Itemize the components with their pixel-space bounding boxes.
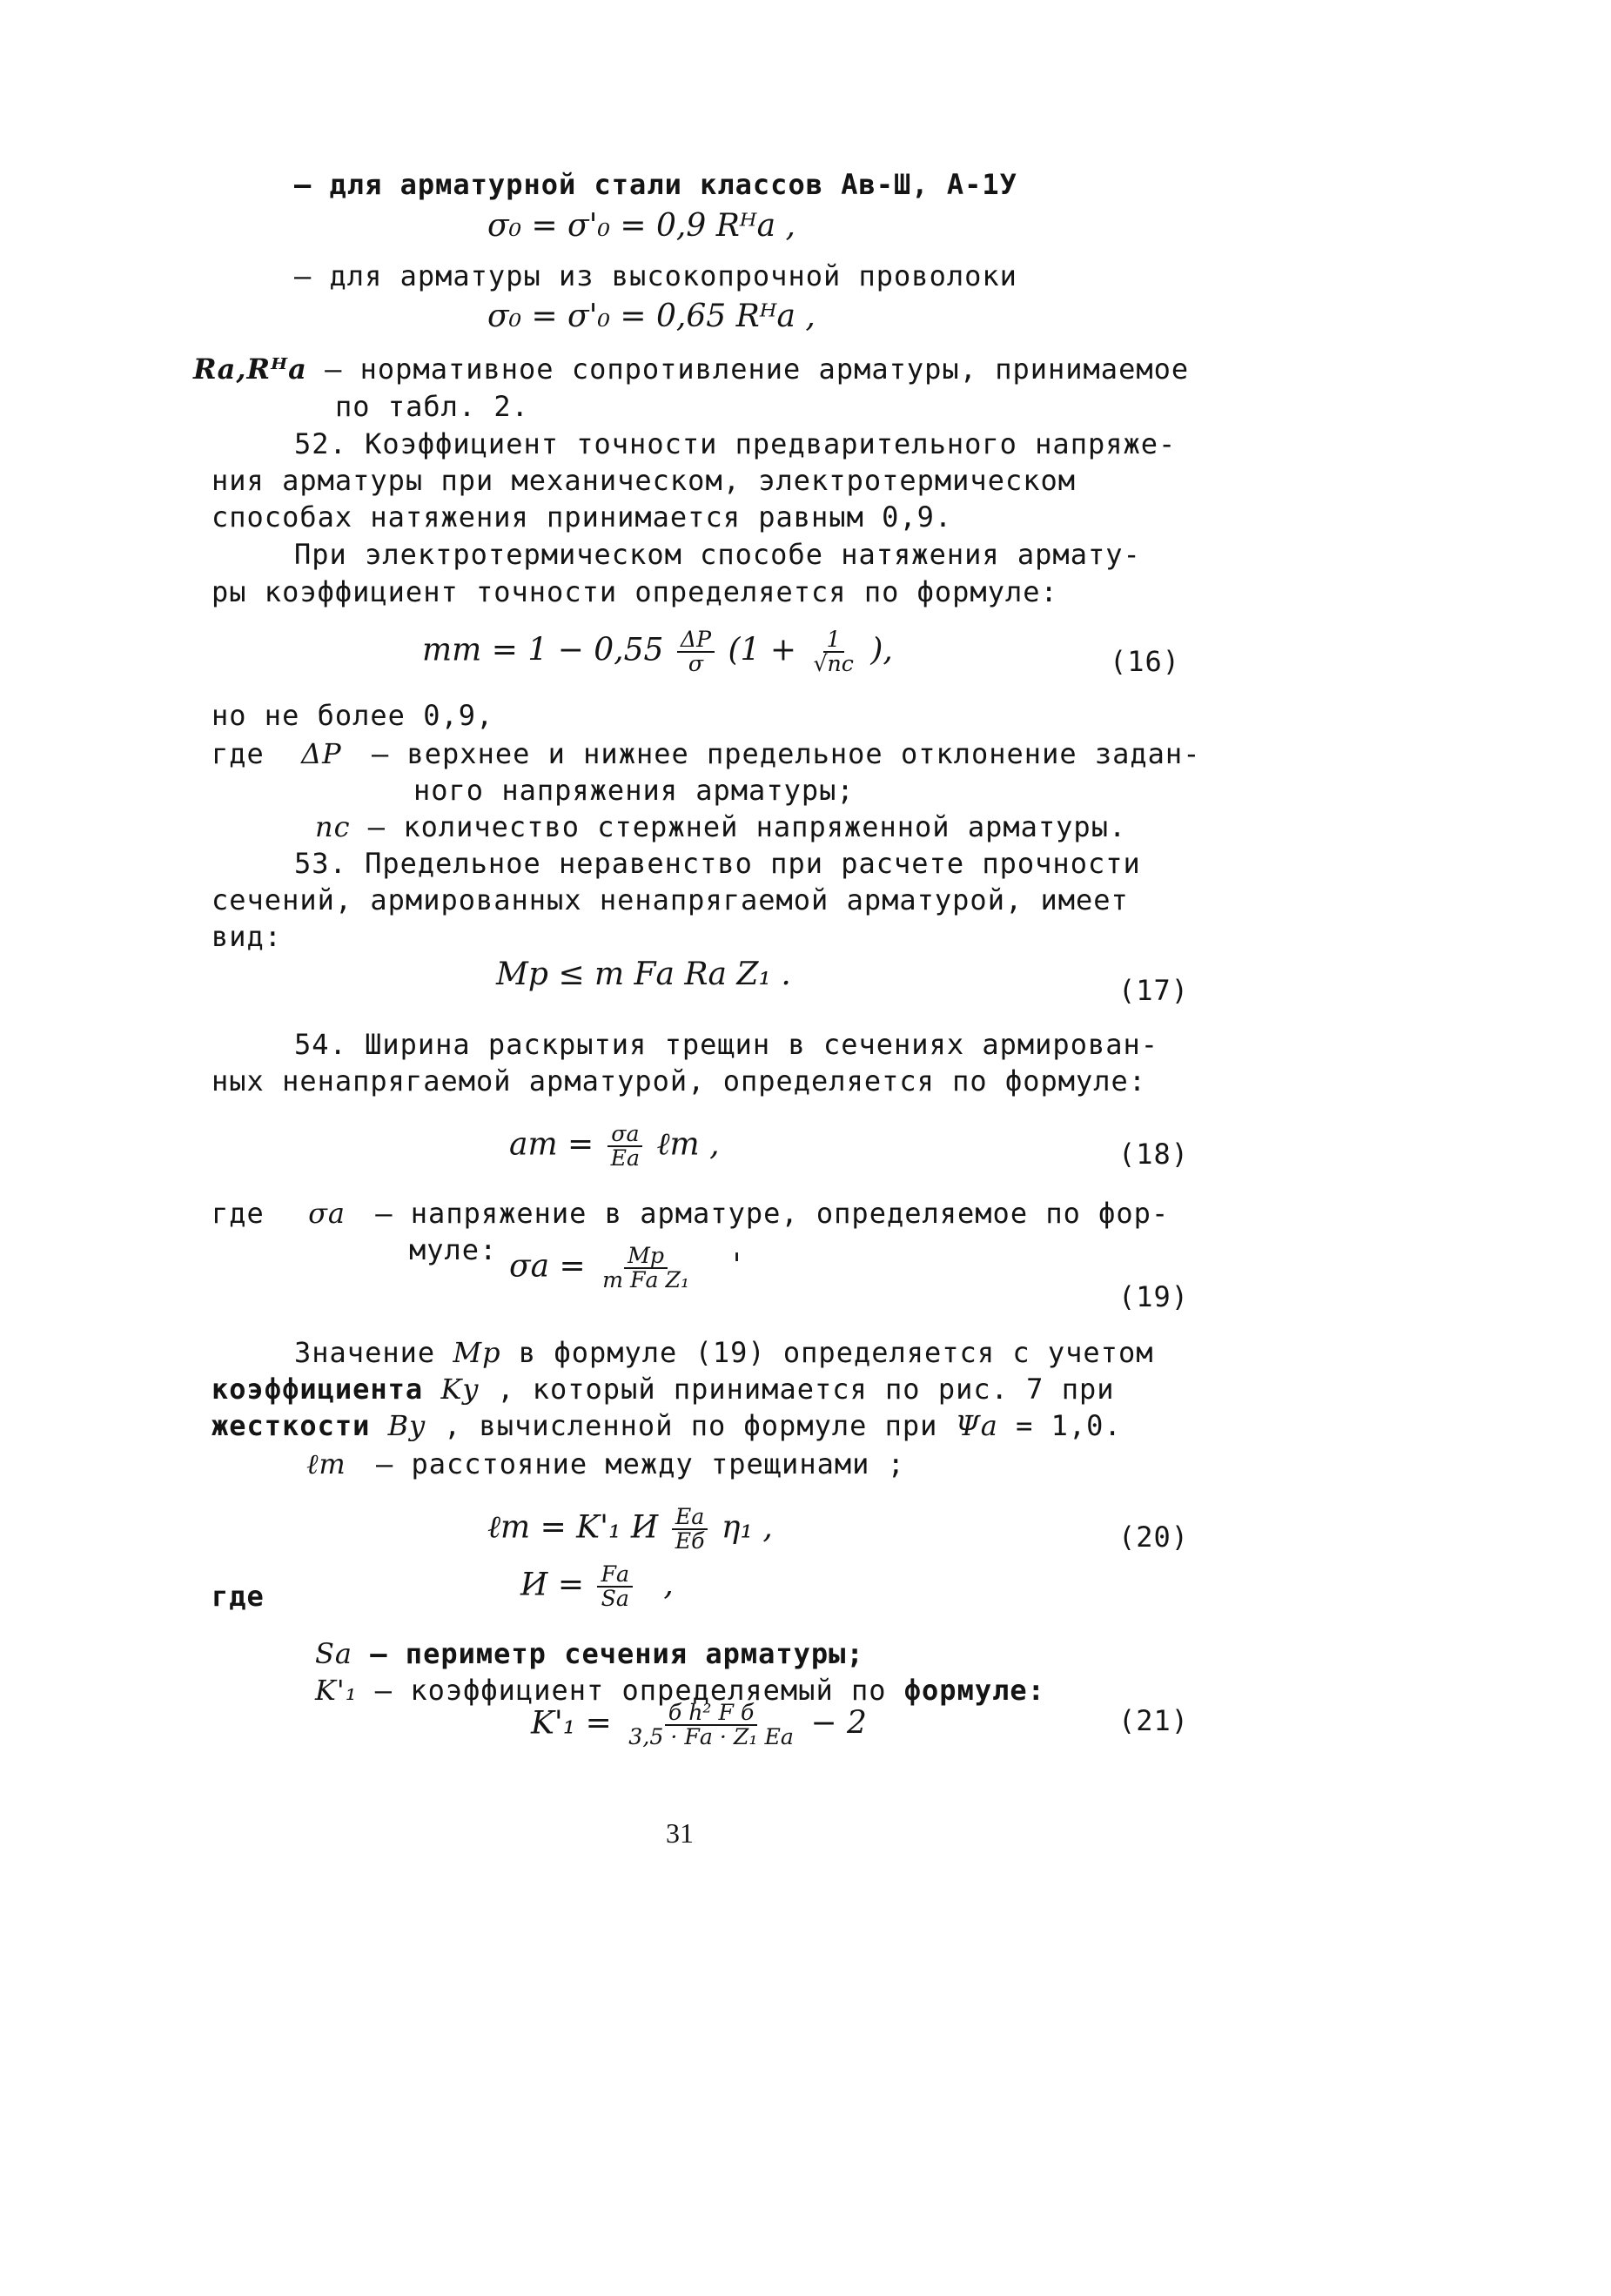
formula-lhs: K'₁ = xyxy=(531,1705,612,1742)
equation-number-19 xyxy=(1118,1279,1189,1314)
formula-20 xyxy=(487,1506,773,1554)
line-text: , вычисленной по формуле при xyxy=(444,1409,938,1442)
formula-rest: ℓт , xyxy=(656,1126,720,1163)
fraction xyxy=(599,1245,693,1292)
line-text: – коэффициент определяемый по xyxy=(374,1674,887,1707)
text-line-deltaP xyxy=(211,736,1200,771)
numerator: Eа xyxy=(672,1506,708,1530)
numerator: σа xyxy=(607,1123,642,1147)
line-text: – периметр сечения арматуры; xyxy=(370,1637,864,1670)
line-text: способах натяжения принимается равным 0,9. xyxy=(211,500,953,534)
formula-rest: (1 + xyxy=(728,632,797,668)
symbol-psi-a: Ψа xyxy=(955,1409,998,1442)
formula-text: σ₀ = σ'₀ = 0,9 Rᴴа , xyxy=(487,208,795,244)
paragraph-53-line2 xyxy=(211,883,1129,917)
symbol-lt: ℓт xyxy=(306,1447,346,1480)
symbol-nc: nс xyxy=(315,810,351,843)
text-line-table-ref xyxy=(335,389,529,424)
line-text: по табл. 2. xyxy=(335,390,529,423)
equation-number: (21) xyxy=(1118,1704,1190,1737)
line-text: в формуле (19) определяется с учетом xyxy=(518,1336,1154,1369)
text-line-nc xyxy=(315,809,1126,844)
text-line-By xyxy=(211,1408,1122,1443)
formula-19 xyxy=(509,1245,741,1292)
symbol-Mp: Mр xyxy=(453,1336,501,1369)
paragraph-53-line1 xyxy=(294,846,1141,881)
line-text: сечений, армированных ненапрягаемой арматурой, имеет xyxy=(211,883,1129,916)
denominator: m Fа Z₁ xyxy=(602,1267,690,1293)
numerator: ΔP xyxy=(677,628,715,653)
denominator: Sа xyxy=(601,1586,629,1612)
line-text: ния арматуры при механическом, электротермическом xyxy=(211,464,1077,497)
line-text: вид: xyxy=(211,920,283,953)
formula-21 xyxy=(531,1702,867,1749)
fraction xyxy=(597,1563,633,1611)
equation-number: (17) xyxy=(1118,974,1190,1007)
symbol-Ra: Rа,Rᴴа xyxy=(193,352,307,386)
paragraph-electrothermal-line2 xyxy=(211,574,1058,609)
denominator: 3,5 · Fа · Z₁ Eа xyxy=(628,1724,794,1750)
line-text: ных ненапрягаемой арматурой, определяется по формуле: xyxy=(211,1064,1147,1098)
formula-I xyxy=(520,1563,674,1611)
formula-rest: η₁ , xyxy=(721,1509,773,1546)
text-line-steel-classes xyxy=(294,167,1017,202)
formula-rest: − 2 xyxy=(810,1705,867,1742)
line-text: – нормативное сопротивление арматуры, принимаемое xyxy=(325,352,1190,386)
text-line-sigma-a xyxy=(211,1196,1169,1231)
numerator: Fа xyxy=(597,1563,633,1588)
line-text: жесткости xyxy=(211,1409,371,1442)
equation-number: (19) xyxy=(1118,1280,1190,1313)
formula-lhs: aт = xyxy=(509,1126,594,1163)
line-text: Значение xyxy=(294,1336,436,1369)
paragraph-54-line2 xyxy=(211,1064,1146,1098)
line-text: , который принимается по рис. 7 при xyxy=(497,1373,1115,1406)
paragraph-54-line1 xyxy=(294,1027,1158,1062)
line-text: – напряжение в арматуре, определяемое по фор- xyxy=(375,1197,1170,1230)
numerator: 1 xyxy=(823,628,844,653)
line-text: – для арматуры из высокопрочной проволоки xyxy=(294,259,1017,292)
equation-number-16 xyxy=(1110,644,1180,679)
text-line-Sa xyxy=(315,1636,864,1671)
where-label: где xyxy=(211,1197,265,1230)
formula-lhs: И = xyxy=(520,1567,585,1603)
page-number-text: 31 xyxy=(666,1817,694,1849)
text-line-Mp-value xyxy=(294,1335,1153,1370)
line-text: = 1,0. xyxy=(1016,1409,1122,1442)
symbol-sigma-a: σа xyxy=(308,1197,346,1230)
symbol-deltaP: ΔP xyxy=(301,737,342,770)
paragraph-53-line3 xyxy=(211,919,282,954)
formula-sigma0-09 xyxy=(487,207,795,245)
where-label: где xyxy=(211,737,265,770)
symbol-K1: K'₁ xyxy=(315,1674,358,1707)
text-line-not-more xyxy=(211,698,493,733)
formula-sigma0-065 xyxy=(487,298,816,336)
paragraph-electrothermal-line1 xyxy=(294,537,1141,572)
formula-lhs: σа = xyxy=(509,1248,586,1285)
text-line-formula-label xyxy=(409,1232,497,1267)
equation-number-18 xyxy=(1118,1137,1189,1171)
numerator: б h² F б xyxy=(665,1702,758,1726)
page-number xyxy=(666,1817,694,1850)
fraction xyxy=(672,1506,708,1554)
fraction xyxy=(625,1702,797,1749)
line-text: ры коэффициент точности определяется по формуле: xyxy=(211,575,1058,608)
equation-number-21 xyxy=(1118,1703,1189,1738)
line-text: 53. Предельное неравенство при расчете прочности xyxy=(294,847,1141,880)
paragraph-52-line3 xyxy=(211,500,952,534)
symbol-Ky: Kу xyxy=(440,1373,480,1406)
text-line-deltaP-cont xyxy=(413,773,855,808)
equation-number-17 xyxy=(1118,973,1189,1008)
line-text: ного напряжения арматуры; xyxy=(413,774,855,807)
equation-number-20 xyxy=(1118,1520,1189,1554)
where-label: где xyxy=(211,1580,265,1613)
text-line-high-strength-wire xyxy=(294,258,1017,293)
equation-number: (18) xyxy=(1118,1138,1190,1171)
formula-text: Mр ≤ m Fа Rа Z₁ . xyxy=(496,957,791,992)
line-text: 52. Коэффициент точности предварительного напряже- xyxy=(294,427,1177,460)
denominator: Eб xyxy=(675,1528,705,1554)
formula-rest: , xyxy=(663,1567,674,1603)
paragraph-52-line1 xyxy=(294,426,1176,461)
formula-lhs: mт = 1 − 0,55 xyxy=(422,632,664,668)
line-text: – расстояние между трещинами ; xyxy=(375,1447,905,1480)
line-text: При электротермическом способе натяжения армату- xyxy=(294,538,1141,571)
formula-rest: ' xyxy=(732,1248,742,1285)
symbol-By: Bу xyxy=(387,1409,426,1442)
fraction xyxy=(810,628,857,676)
formula-16 xyxy=(422,628,893,676)
line-text: – верхнее и нижнее предельное отклонение задан- xyxy=(371,737,1201,770)
line-text: 54. Ширина раскрытия трещин в сечениях армирован- xyxy=(294,1028,1159,1061)
formula-lhs: ℓт = K'₁ И xyxy=(487,1509,659,1546)
line-text: но не более 0,9, xyxy=(211,699,494,732)
line-text: коэффициента xyxy=(211,1373,424,1406)
paragraph-52-line2 xyxy=(211,463,1076,498)
fraction xyxy=(607,1123,643,1171)
text-line-normative-resistance xyxy=(193,352,1189,386)
numerator: Mр xyxy=(624,1245,668,1269)
line-text: – количество стержней напряженной арматуры. xyxy=(367,810,1127,843)
denominator: Eа xyxy=(610,1145,641,1171)
line-text: муле: xyxy=(409,1233,498,1266)
equation-number: (16) xyxy=(1110,645,1181,678)
formula-text: σ₀ = σ'₀ = 0,65 Rᴴа , xyxy=(487,299,816,334)
text-line-crack-spacing xyxy=(306,1447,905,1481)
equation-number: (20) xyxy=(1118,1521,1190,1554)
line-text: – для арматурной стали классов Aв-Ш, А-1У xyxy=(294,168,1017,201)
formula-end: ), xyxy=(870,632,893,668)
symbol-Sa: Sа xyxy=(315,1637,352,1670)
text-line-Ky xyxy=(211,1372,1114,1406)
text-line-where xyxy=(211,1579,265,1614)
formula-17 xyxy=(496,956,791,994)
line-text: формуле: xyxy=(903,1674,1045,1707)
denominator: σ xyxy=(688,651,704,677)
denominator: √nс xyxy=(813,651,854,677)
fraction xyxy=(677,628,715,676)
formula-18 xyxy=(509,1123,720,1171)
